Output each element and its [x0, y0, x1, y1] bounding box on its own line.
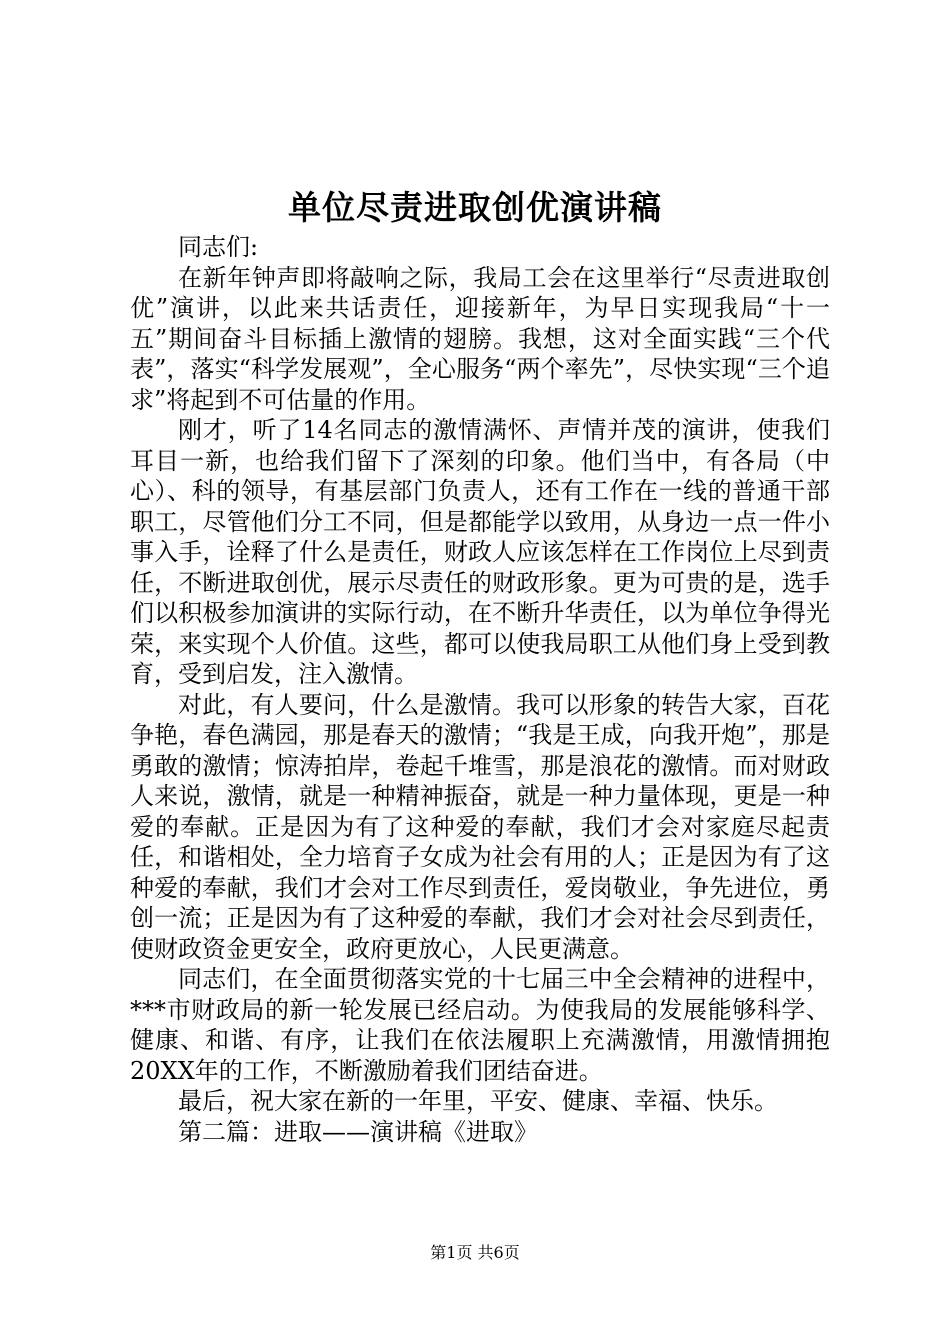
paragraph-section-heading: 第二篇：进取——演讲稿《进取》 [178, 1117, 538, 1146]
document-title: 单位尽责进取创优演讲稿 [288, 188, 662, 227]
paragraph-salutation: 同志们: [178, 233, 259, 261]
paragraph-3: 对此，有人要问，什么是激情。我可以形象的转告大家，百花争艳，春色满园，那是春天的激情；“我是王成，向我开炮”，那是勇敢的激情；惊涛拍岸，卷起千堆雪，那是浪花的激情。而对财政人来说，激情，就是一种精神振奋，就是一种力量体现，更是一种爱的奉献。正是因为有了这种爱的奉献，我们才会对家庭尽起责任，和谐相处，全力培育子女成为社会有用的人；正是因为有了这种爱的奉献，我们才会对工作尽到责任，爱岗敬业，争先进位，勇创一流；正是因为有了这种爱的奉献，我们才会对社会尽到责任，使财政资金更安全，政府更放心，人民更满意。 [130, 690, 830, 963]
paragraph-1: 在新年钟声即将敲响之际，我局工会在这里举行“尽责进取创优”演讲，以此来共话责任，迎接新年，为早日实现我局“十一五”期间奋斗目标插上激情的翅膀。我想，这对全面实践“三个代表”，落实“科学发展观”，全心服务“两个率先”，尽快实现“三个追求”将起到不可估量的作用。 [130, 263, 830, 414]
page-number-footer: 第1页 共6页 [430, 1243, 520, 1262]
document-body [130, 232, 830, 1147]
paragraph-2: 刚才，听了14名同志的激情满怀、声情并茂的演讲，使我们耳目一新，也给我们留下了深刻的印象。他们当中，有各局（中心）、科的领导，有基层部门负责人，还有工作在一线的普通干部职工，尽管他们分工不同，但是都能学以致用，从身边一点一件小事入手，诠释了什么是责任，财政人应该怎样在工作岗位上尽到责任，不断进取创优，展示尽责任的财政形象。更为可贵的是，选手们以积极参加演讲的实际行动，在不断升华责任，以为单位争得光荣，来实现个人价值。这些，都可以使我局职工从他们身上受到教育，受到启发，注入激情。 [130, 416, 830, 688]
paragraph-4: 同志们，在全面贯彻落实党的十七届三中全会精神的进程中，***市财政局的新一轮发展已经启动。为使我局的发展能够科学、健康、和谐、有序，让我们在依法履职上充满激情，用激情拥抱20XX年的工作，不断激励着我们团结奋进。 [130, 965, 830, 1085]
paragraph-5: 最后，祝大家在新的一年里，平安、健康、幸福、快乐。 [178, 1087, 778, 1115]
